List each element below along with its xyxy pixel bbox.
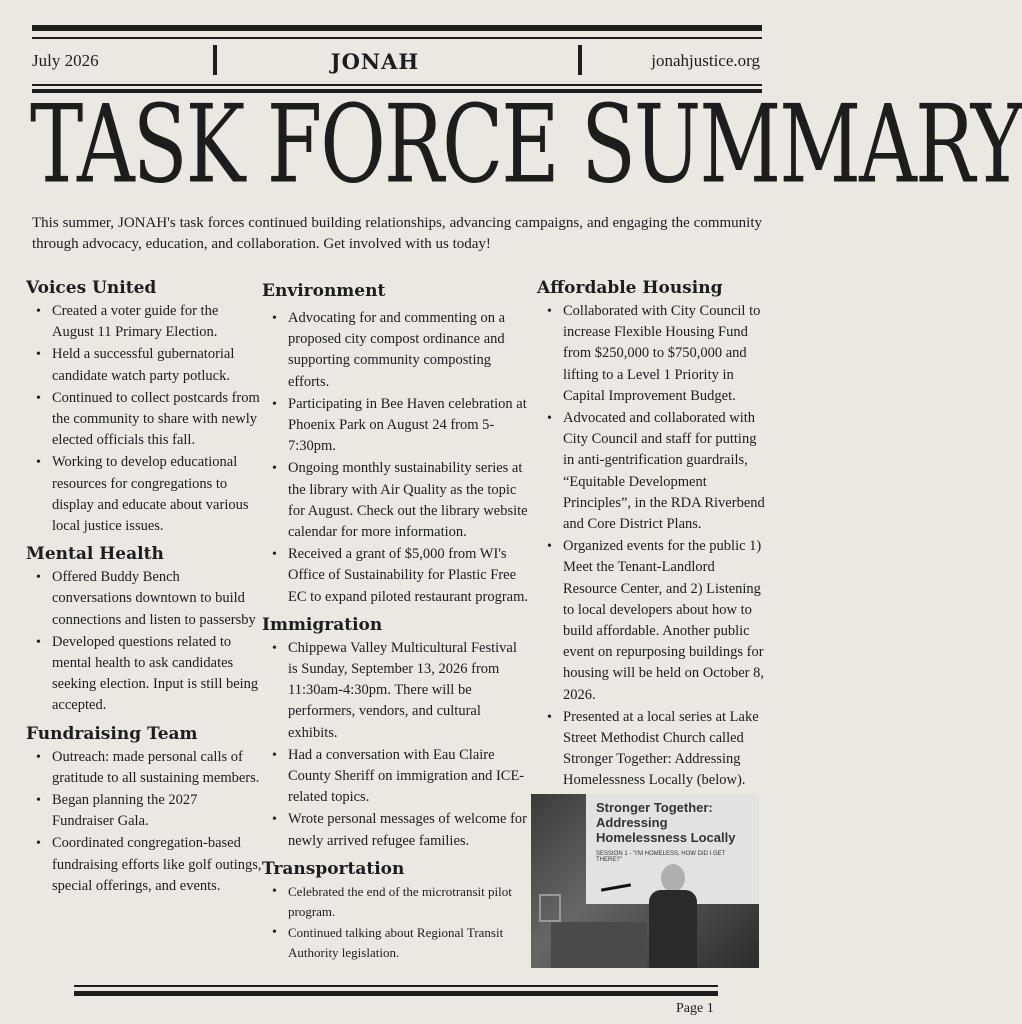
screen-subtitle: SESSION 1 - "I'M HOMELESS, HOW DID I GET THERE?" — [596, 851, 726, 863]
event-photo — [531, 794, 759, 968]
section-voices-united — [26, 277, 262, 537]
wall-frame — [539, 894, 561, 922]
section-immigration — [262, 614, 528, 852]
section-heading: Transportation — [262, 858, 405, 879]
section-heading: Fundraising Team — [26, 723, 198, 744]
list-item: • Celebrated the end of the microtransit pilot program. — [262, 882, 528, 922]
podium — [551, 922, 646, 968]
section-fundraising — [26, 723, 262, 897]
list-item: • Coordinated congregation-based fundraising efforts like golf outings, special offerings, and events. — [26, 833, 262, 897]
list-item: • Developed questions related to mental health to ask candidates seeking election. Input is still being accepted. — [26, 632, 262, 717]
list-item: • Outreach: made personal calls of gratitude to all sustaining members. — [26, 747, 262, 789]
list-item: • Had a conversation with Eau Claire County Sheriff on immigration and ICE-related topics. — [262, 745, 528, 809]
section-heading: Affordable Housing — [537, 278, 723, 298]
section-mental-health — [26, 543, 262, 716]
website-link[interactable]: jonahjustice.org — [651, 51, 760, 70]
footer-rule-thick — [74, 991, 718, 996]
intro-paragraph: This summer, JONAH's task forces continued building relationships, advancing campaigns, and engaging the community through advocacy, education, and collaboration. Get involved with us today! — [32, 215, 762, 252]
list-item: • Received a grant of $5,000 from WI's Office of Sustainability for Plastic Free EC to expand piloted restaurant program. — [262, 544, 528, 608]
publication-name: JONAH — [330, 48, 420, 74]
section-heading: Environment — [262, 281, 386, 301]
list-item: • Participating in Bee Haven celebration at Phoenix Park on August 24 from 5-7:30pm. — [262, 394, 528, 458]
section-environment — [262, 280, 528, 608]
column-right — [537, 277, 767, 798]
section-transportation — [262, 858, 528, 963]
footer-rule-thin — [74, 985, 718, 987]
top-rule — [32, 25, 762, 31]
speaker-body — [649, 890, 697, 968]
list-item: • Chippewa Valley Multicultural Festival is Sunday, September 13, 2026 from 11:30am-4:30pm. There will be performers, vendors, and cultural exhibits. — [262, 638, 528, 744]
list-item: • Collaborated with City Council to increase Flexible Housing Fund from $250,000 to $750,000 and lifting to a Level 1 Priority in Capital Improvement Budget. — [537, 301, 767, 407]
list-item: • Advocated and collaborated with City Council and staff for putting in anti-gentrification guardrails, “Equitable Development Principles”, in the RDA Riverbend and Core District Plans. — [537, 408, 767, 535]
list-item: • Offered Buddy Bench conversations downtown to build connections and listen to passersby — [26, 567, 262, 631]
column-middle — [262, 280, 528, 969]
issue-date: July 2026 — [32, 51, 99, 70]
list-item: • Began planning the 2027 Fundraiser Gala. — [26, 790, 262, 832]
section-heading: Voices United — [26, 278, 157, 298]
section-heading: Mental Health — [26, 544, 164, 565]
list-item: • Organized events for the public 1) Meet the Tenant-Landlord Resource Center, and 2) Listening to local developers about how to build affordable. Another public event on repurposing buildings for housing will be held on October 8, 2026. — [537, 536, 767, 706]
masthead-top-rule — [32, 37, 762, 39]
speaker — [643, 864, 703, 968]
speaker-head — [661, 864, 685, 892]
list-item: • Working to develop educational resources for congregations to display and educate about various local justice issues. — [26, 452, 262, 537]
list-item: • Held a successful gubernatorial candidate watch party potluck. — [26, 344, 262, 386]
page-number: Page 1 — [676, 1001, 714, 1016]
list-item: • Continued to collect postcards from the community to share with newly elected officials this fall. — [26, 388, 262, 452]
section-affordable-housing — [537, 277, 767, 792]
section-heading: Immigration — [262, 614, 383, 635]
column-left — [26, 277, 262, 903]
list-item: • Ongoing monthly sustainability series at the library with Air Quality as the topic for August. Check out the library website calendar for more information. — [262, 458, 528, 543]
list-item: • Created a voter guide for the August 11 Primary Election. — [26, 301, 262, 343]
page-title: TASK FORCE SUMMARY — [30, 81, 1022, 208]
list-item: • Advocating for and commenting on a proposed city compost ordinance and supporting community composting efforts. — [262, 308, 528, 393]
list-item: • Continued talking about Regional Transit Authority legislation. — [262, 923, 528, 963]
list-item: • Presented at a local series at Lake Street Methodist Church called Stronger Together: Addressing Homelessness Locally (below). — [537, 707, 767, 792]
screen-title: Stronger Together: Addressing Homelessness Locally — [596, 800, 736, 845]
list-item: • Wrote personal messages of welcome for newly arrived refugee families. — [262, 809, 528, 851]
